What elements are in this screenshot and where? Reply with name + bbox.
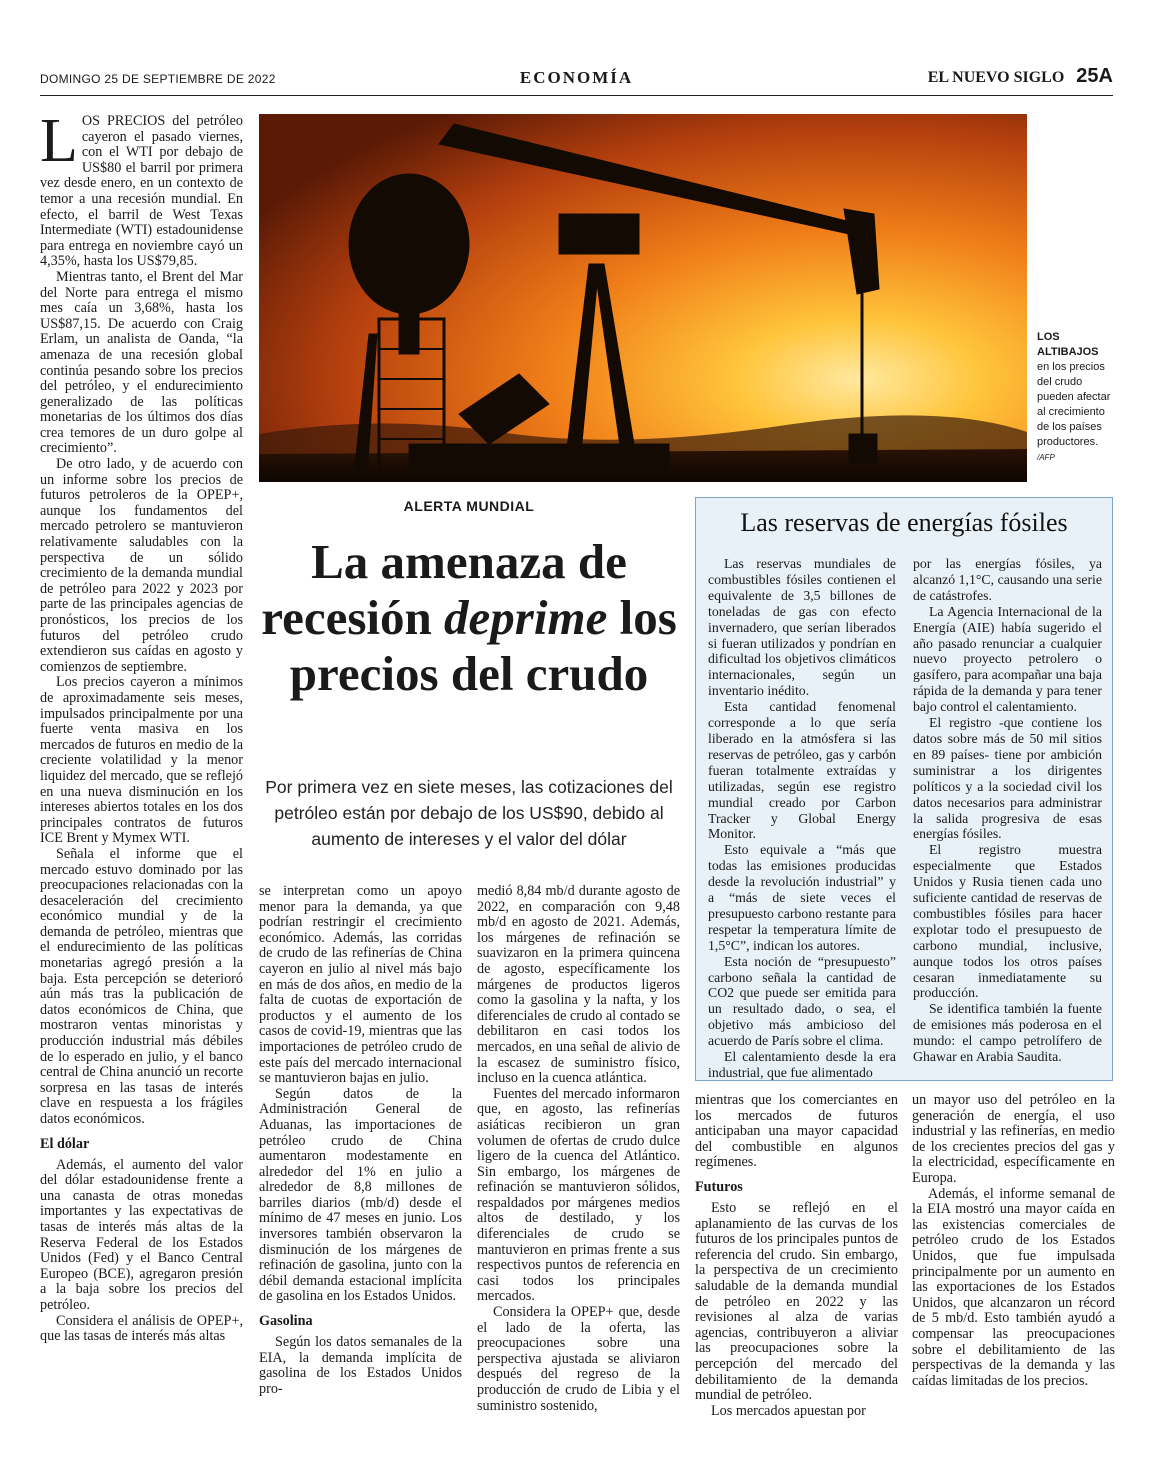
subheading-gasolina: Gasolina xyxy=(259,1313,313,1330)
pumpjack-sunset-photo xyxy=(259,114,1027,482)
newspaper-name: EL NUEVO SIGLO xyxy=(927,69,1065,86)
sidebar-paragraph: Esta noción de “presupuesto” carbono señala la cantidad de CO2 que puede ser emitida para un resultado dado, o sea, el objetivo más ambicioso del acuerdo de París sobre el clima. xyxy=(708,953,896,1049)
sidebar-column-left xyxy=(708,556,896,1081)
sidebar-column-right xyxy=(913,556,1102,1065)
issue-date: DOMINGO 25 DE SEPTIEMBRE DE 2022 xyxy=(40,72,276,86)
article-paragraph: Mientras tanto, el Brent del Mar del Norte para entrega el mismo mes caía un 3,68%, hasta los US$87,15. De acuerdo con Craig Erlam, un analista de Oanda, “la amenaza de una recesión global continúa pesando sobre los precios del petróleo, y el endurecimiento generalizado de las políticas monetarias de los últimos dos días crea temores de un duro golpe al crecimiento”. xyxy=(40,268,243,457)
sidebar-paragraph: La Agencia Internacional de la Energía (AIE) había sugerido el año pasado renunciar a cualquier nuevo proyecto petrolero o gasífero, para acompañar una baja rápida de la demanda y para tener bajo control el calentamiento. xyxy=(913,603,1102,715)
article-paragraph: medió 8,84 mb/d durante agosto de 2022, en comparación con 9,48 mb/d en agosto de 2021. Además, los márgenes de refinación se suavizaron en la primera quincena de agosto, específicamente los márgenes de productos ligeros como la gasolina y la nafta, y los diferenciales de crudo al contado se debilitaron en casi todos los mercados, en una señal de alivio de la escasez de suministro físico, incluso en la cuenca atlántica. xyxy=(477,883,680,1087)
photo-credit: /AFP xyxy=(1037,453,1055,462)
sidebar-title: Las reservas de energías fósiles xyxy=(740,508,1068,537)
kicker: ALERTA MUNDIAL xyxy=(403,498,535,514)
article-paragraph: Según los datos semanales de la EIA, la demanda implícita de gasolina de los Estados Unidos pro- xyxy=(259,1334,462,1397)
page-number: 25A xyxy=(1076,65,1113,87)
sidebar-paragraph: Las reservas mundiales de combustibles fósiles contienen el equivalente de 3,5 billones de toneladas de gas con efecto invernadero, que serían liberados si fueran utilizados y pondrían en dificultad los objetivos climáticos internacionales, según un inventario inédito. xyxy=(708,556,896,699)
article-paragraph: De otro lado, y de acuerdo con un informe sobre los precios de futuros petroleros de la OPEP+, aunque los fundamentos del mercado petrolero se mantuvieron relativamente saludables con la perspectiva de un sólido crecimiento de la demanda mundial de petróleo para 2022 y 2023 por parte de las principales agencias de pronósticos, los precios de los futuros del petróleo crudo extendieron sus caídas en agosto y comienzos de septiembre. xyxy=(40,456,243,675)
article-column-4 xyxy=(695,1093,898,1419)
headline: La amenaza de recesión deprime los precios del crudo xyxy=(261,534,677,701)
sidebar-paragraph: Esta cantidad fenomenal corresponde a lo que sería liberado en la atmósfera si las reservas de petróleo, gas y carbón fueran totalmente extraídas y utilizadas, según ese registro mundial creado por Carbon Tracker y Global Energy Monitor. xyxy=(708,699,896,842)
article-column-1 xyxy=(40,107,243,1345)
sidebar-paragraph: Se identifica también la fuente de emisiones más poderosa en el mundo: el campo petrolífero de Ghawar en Arabia Saudita. xyxy=(913,1001,1102,1065)
article-paragraph: Considera la OPEP+ que, desde el lado de la oferta, las preocupaciones sobre una perspectiva ajustada se aliviaron después del regreso de la producción de crudo de Libia y el suministro sostenido, xyxy=(477,1304,680,1414)
article-paragraph: mientras que los comerciantes en los mercados de futuros anticipaban una mayor capacidad del combustible en algunos regímenes. xyxy=(695,1092,898,1171)
sidebar-paragraph: Esto equivale a “más que todas las emisiones producidas desde la revolución industrial” y a “más de siete veces el presupuesto carbono restante para respetar la temperatura límite de 1,5°C”, indican los autores. xyxy=(708,842,896,953)
deck-subtitle: Por primera vez en siete meses, las cotizaciones del petróleo están por debajo de los US$90, debido al aumento de intereses y el valor del dólar xyxy=(265,777,673,849)
caption-title: LOS ALTIBAJOS xyxy=(1037,331,1099,358)
article-paragraph: LOS PRECIOS del petróleo cayeron el pasado viernes, con el WTI por debajo de US$80 el barril por primera vez desde enero, en un contexto de temor a una recesión mundial. En efecto, el barril de West Texas Intermediate (WTI) estadounidense para entrega en noviembre cayó un 4,35%, hasta los US$79,85. xyxy=(40,107,243,270)
headline-emphasis: deprime xyxy=(444,590,608,645)
section-title: ECONOMÍA xyxy=(519,68,634,87)
subheading-el-dolar: El dólar xyxy=(40,1135,90,1152)
sidebar-box xyxy=(695,497,1113,1081)
article-column-5 xyxy=(912,1093,1115,1389)
subheading-futuros: Futuros xyxy=(695,1178,743,1195)
masthead-right xyxy=(928,65,1113,88)
photo-caption xyxy=(1037,330,1117,465)
sidebar-paragraph: por las energías fósiles, ya alcanzó 1,1°C, causando una serie de catástrofes. xyxy=(913,556,1102,603)
sidebar-paragraph: El registro muestra especialmente que Estados Unidos y Rusia tienen cada uno suficiente cantidad de reservas de combustibles fósiles para hacer explotar todo el presupuesto de carbono mundial, inclusive, aunque todos los otros países cesaran inmediatamente su producción. xyxy=(913,842,1102,1001)
article-paragraph: Los precios cayeron a mínimos de aproximadamente seis meses, impulsados principalmente por una fuerte venta masiva en los mercados de futuros en medio de la creciente volatilidad y la menor liquidez del mercado, que se reflejó en una nueva disminución en los intereses abiertos totales en los dos principales contratos de futuros ICE Brent y Mymex WTI. xyxy=(40,674,243,847)
article-paragraph: Además, el informe semanal de la EIA mostró una mayor caída en las existencias comerciales de petróleo crudo de los Estados Unidos, que fue impulsada principalmente por un aumento en las exportaciones de los Estados Unidos, que alcanzaron un récord de 5 mb/d. Esto también ayudó a compensar las preocupaciones sobre el debilitamiento de las perspectivas de la demanda y las caídas limitadas de los precios. xyxy=(912,1185,1115,1389)
article-paragraph: se interpretan como un apoyo menor para la demanda, ya que podrían restringir el crecimiento económico. Además, las corridas de crudo de las refinerías de China cayeron en julio al nivel más bajo en más de dos años, en medio de la falta de cuotas de exportación de productos y el aumento de los casos de covid-19, mientras que las importaciones de petróleo crudo de este país del mercado internacional se mantuvieron bajas en julio. xyxy=(259,883,462,1087)
article-paragraph: un mayor uso del petróleo en la generación de energía, el uso industrial y las refinerías, en medio de los crecientes precios del gas y la electricidad, específicamente en Europa. xyxy=(912,1092,1115,1186)
article-paragraph: Considera el análisis de OPEP+, que las tasas de interés más altas xyxy=(40,1312,243,1345)
caption-text: en los precios del crudo pueden afectar al crecimiento de los países productores. xyxy=(1037,361,1111,448)
sidebar-paragraph: El calentamiento desde la era industrial, que fue alimentado xyxy=(708,1049,896,1080)
article-paragraph: Señala el informe que el mercado estuvo dominado por las preocupaciones relacionadas con la desaceleración del crecimiento económico mundial y de la demanda de petróleo, mientras que el endurecimiento de las políticas monetarias agregó presión a la baja. Esta percepción se deterioró aún más tras la publicación de datos económicos de China, que mostraron ventas minoristas y producción industrial más débiles de lo esperado en julio, y el banco central de China anunció un recorte sorpresa en las tasas de interés clave en respuesta a los frágiles datos económicos. xyxy=(40,845,243,1127)
article-column-2 xyxy=(259,884,462,1397)
article-paragraph: Fuentes del mercado informaron que, en agosto, las refinerías asiáticas recibieron un gran volumen de ofertas de crudo dulce ligero de la cuenca del Atlántico. Sin embargo, los márgenes de refinación se mantuvieron sólidos, respaldados por márgenes medios altos de destilado, y los diferenciales de crudo se mantuvieron en primas frente a sus respectivos puntos de referencia en casi todos los principales mercados. xyxy=(477,1085,680,1305)
article-paragraph: Según datos de la Administración General de Aduanas, las importaciones de petróleo crudo de China aumentaron modestamente en alrededor del 1% en julio a alrededor de 8,8 millones de barriles diarios (mb/d) desde el mínimo de 47 meses en junio. Los inversores también observaron la disminución de los márgenes de refinación de gasolina, junto con la débil demanda estacional implícita de gasolina en los Estados Unidos. xyxy=(259,1085,462,1305)
article-paragraph: Esto se reflejó en el aplanamiento de las curvas de los futuros de los principales puntos de referencia del crudo. Sin embargo, la perspectiva de un crecimiento saludable de la demanda mundial de petróleo en 2022 y las revisiones al alza de varias agencias, contribuyeron a aliviar las preocupaciones sobre la percepción del mercado del debilitamiento de la demanda mundial de petróleo. xyxy=(695,1199,898,1404)
article-column-3 xyxy=(477,884,680,1414)
page-header xyxy=(40,60,1113,96)
photo-illustration xyxy=(259,114,1027,482)
article-paragraph: Además, el aumento del valor del dólar estadounidense frente a una canasta de otras monedas importantes y las expectativas de tasas de interés más altas de la Reserva Federal de los Estados Unidos (Fed) y el Banco Central Europeo (BCE), agregaron presión a la baja sobre los precios del petróleo. xyxy=(40,1156,243,1313)
drop-cap: L xyxy=(40,107,78,175)
sidebar-paragraph: El registro -que contiene los datos sobre más de 50 mil sitios en 89 países- tiene por ambición suministrar a los dirigentes políticos y a la sociedad civil los datos necesarios para administrar la salida progresiva de esas energías fósiles. xyxy=(913,715,1102,842)
article-paragraph: Los mercados apuestan por xyxy=(711,1402,866,1419)
